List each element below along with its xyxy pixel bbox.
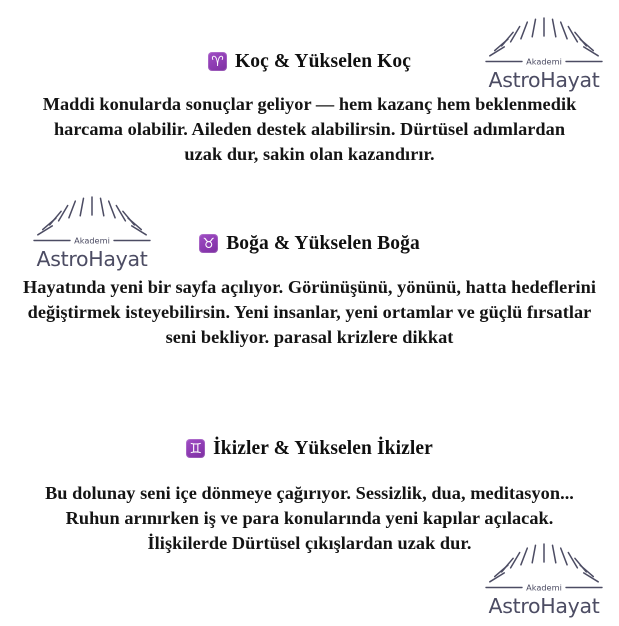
logo-subtitle-akademi: Akademi — [526, 582, 562, 593]
logo-wordmark: AstroHayat — [36, 247, 148, 271]
logo-wordmark: AstroHayat — [488, 594, 600, 618]
sign-body-aries: Maddi konularda sonuçlar geliyor — hem kazanç hem beklenmedik harcama olabilir. Aileden destek alabilirsin. Dürtüsel adımlardan uzak dur, sakin olan kazandırır. — [42, 93, 577, 164]
horoscope-section-aries — [0, 52, 619, 167]
sign-header-gemini — [0, 439, 619, 459]
sign-header-taurus — [0, 234, 619, 254]
sign-header-aries — [0, 52, 619, 72]
sign-body-taurus: Hayatında yeni bir sayfa açılıyor. Görünüşünü, yönünü, hatta hedeflerini değiştirmek isteyebilirsin. Yeni insanlar, yeni ortamlar ve güçlü fırsatlar seni bekliyor. parasal krizlere dikkat — [23, 276, 596, 347]
logo-wordmark: AstroHayat — [488, 68, 600, 92]
logo-subtitle-akademi: Akademi — [74, 235, 110, 246]
sign-title-gemini: İkizler & Yükselen İkizler — [213, 438, 433, 459]
taurus-zodiac-emoji: ♉ — [199, 234, 218, 253]
aries-zodiac-emoji: ♈ — [208, 52, 227, 71]
horoscope-section-taurus — [0, 234, 619, 350]
sign-title-aries: Koç & Yükselen Koç — [234, 51, 412, 72]
logo-subtitle-akademi: Akademi — [526, 56, 562, 67]
gemini-zodiac-emoji: ♊ — [186, 439, 205, 458]
sign-title-taurus: Boğa & Yükselen Boğa — [226, 233, 420, 254]
horoscope-section-gemini — [0, 439, 619, 556]
sign-body-gemini: Bu dolunay seni içe dönmeye çağırıyor. Sessizlik, dua, meditasyon... Ruhun arınırken iş ve para konularında yeni kapılar açılacak. İlişkilerde Dürtüsel çıkışlardan uzak dur. — [45, 482, 574, 553]
